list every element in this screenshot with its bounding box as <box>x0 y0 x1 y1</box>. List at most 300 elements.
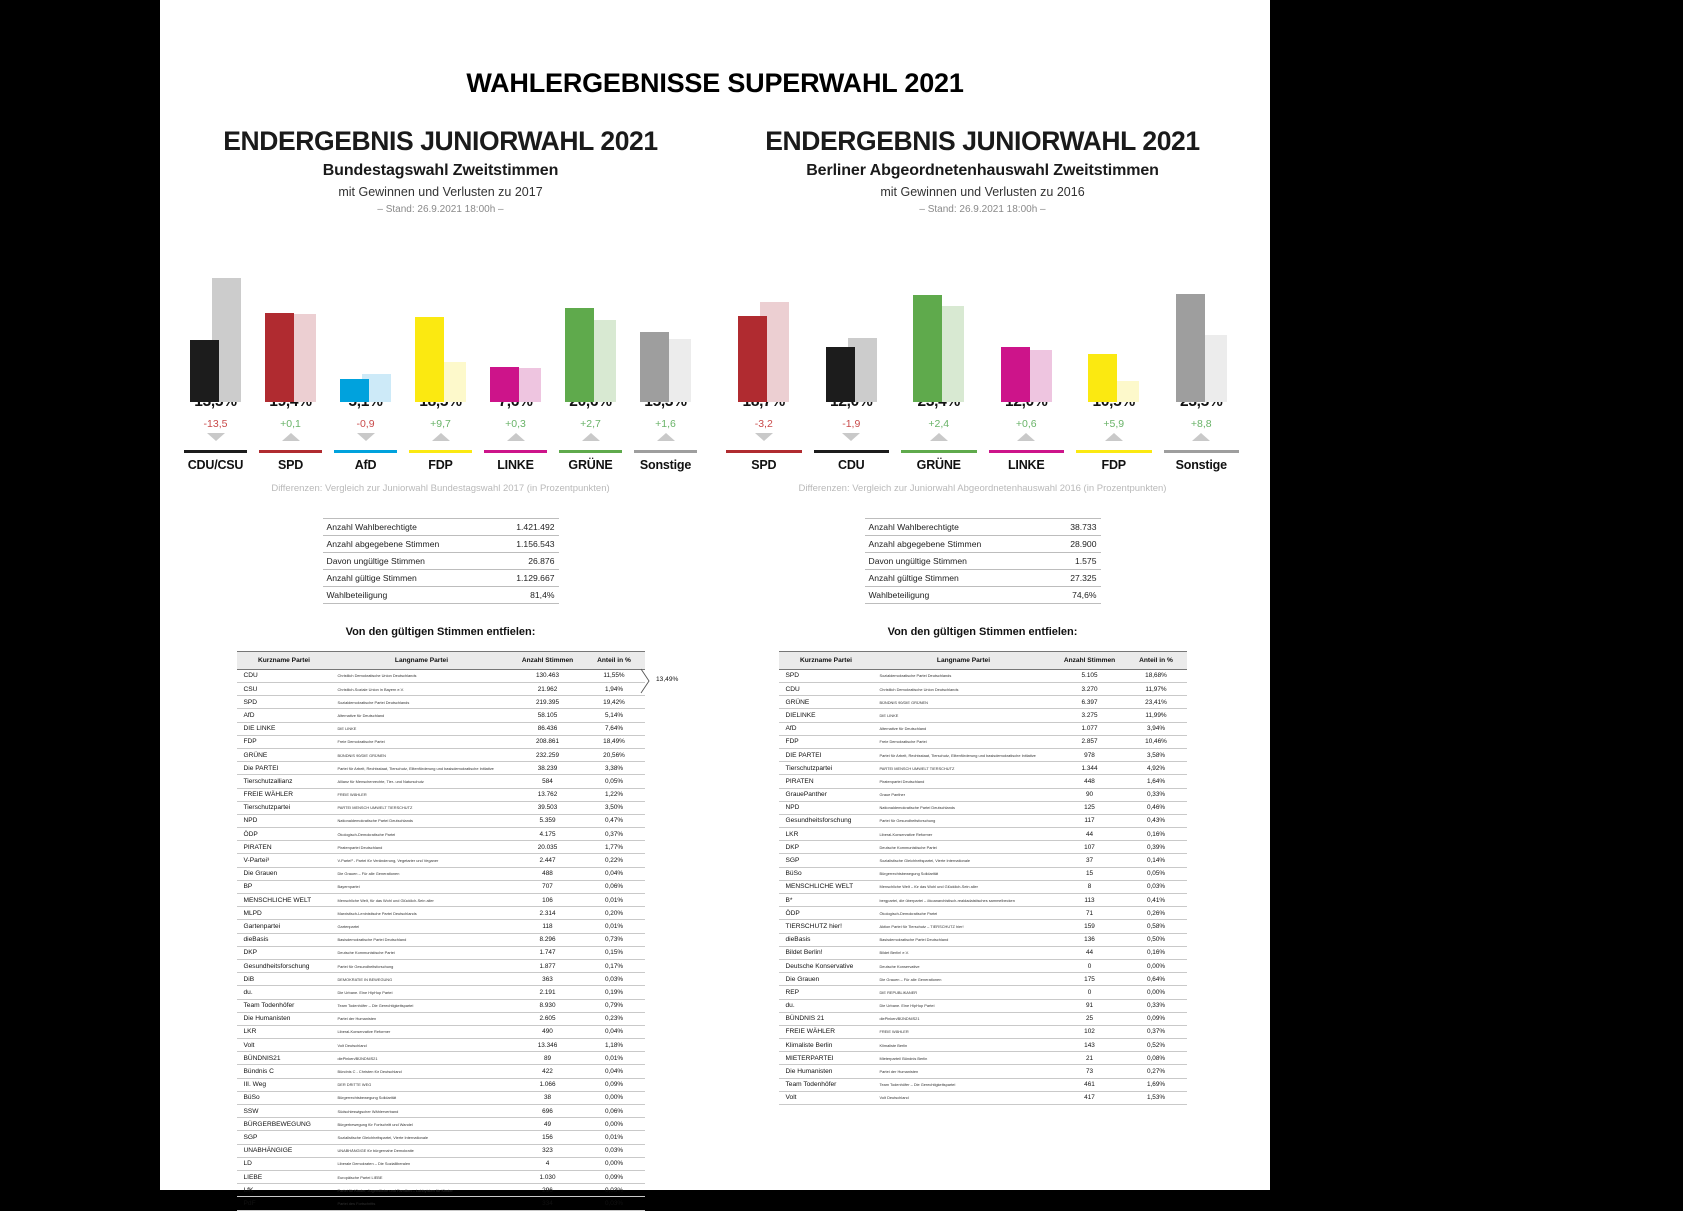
party-long-name: Partei für Arbeit, Rechtsstaat, Tierschutz, Elitenförderung und basisdemokratische Initiative <box>332 762 512 775</box>
party-vote-count: 90 <box>1054 788 1126 801</box>
party-vote-share: 0,04% <box>584 1065 645 1078</box>
party-vote-count: 2.314 <box>512 907 584 920</box>
party-vote-count: 488 <box>512 867 584 880</box>
party-long-name: Basisdemokratische Partei Deutschland <box>332 933 512 946</box>
party-vote-share: 0,01% <box>584 920 645 933</box>
bar-current-year <box>913 295 942 402</box>
party-short-name: Die PARTEI <box>237 762 332 775</box>
party-vote-count: 113 <box>1054 894 1126 907</box>
party-vote-share: 0,09% <box>1126 1012 1187 1025</box>
bar-group <box>253 227 328 402</box>
bar-difference-label: -0,9 <box>356 417 375 430</box>
party-long-name: Bündnis C - Christen für Deutschland <box>332 1065 512 1078</box>
party-long-name: Nationaldemokratische Partei Deutschlands <box>874 801 1054 814</box>
table-row <box>779 986 1187 999</box>
party-long-name: Alternative für Deutschland <box>874 722 1054 735</box>
bar-label-group <box>808 393 896 472</box>
party-short-name: Tierschutzpartei <box>237 801 332 814</box>
party-vote-share: 0,03% <box>584 1197 645 1210</box>
bar-group <box>403 227 478 402</box>
party-short-name: Tierschutzallianz <box>237 775 332 788</box>
summary-table <box>865 518 1101 604</box>
party-short-name: SGP <box>237 1131 332 1144</box>
party-long-name: Partei der Humanisten <box>332 1012 512 1025</box>
party-name-label: LINKE <box>497 457 534 472</box>
table-row <box>237 1170 645 1183</box>
party-vote-count: 8 <box>1054 880 1126 893</box>
party-vote-count: 5.359 <box>512 814 584 827</box>
table-row <box>779 907 1187 920</box>
party-short-name: Die Grauen <box>779 973 874 986</box>
party-vote-share: 11,55% <box>584 669 645 682</box>
party-vote-share: 0,00% <box>584 1091 645 1104</box>
party-vote-share: 0,17% <box>584 959 645 972</box>
party-vote-share: 1,64% <box>1126 775 1187 788</box>
party-vote-count: 978 <box>1054 748 1126 761</box>
party-vote-count: 107 <box>1054 841 1126 854</box>
party-short-name: Deutsche Konservative <box>779 959 874 972</box>
table-row <box>779 735 1187 748</box>
table-row <box>237 1025 645 1038</box>
party-long-name: Liberale Demokraten – Die Sozialliberalen <box>332 1157 512 1170</box>
party-color-underline <box>334 450 397 453</box>
summary-row <box>865 552 1101 569</box>
party-long-name: Marxistisch-Leninistische Partei Deutschlands <box>332 907 512 920</box>
cdu-csu-sum-annotation <box>640 668 700 694</box>
bar-label-group <box>478 393 553 472</box>
party-long-name: Freie Demokratische Partei <box>332 735 512 748</box>
bar-group <box>1070 227 1158 402</box>
table-row <box>237 973 645 986</box>
party-vote-share: 1,94% <box>584 683 645 696</box>
party-vote-count: 44 <box>1054 828 1126 841</box>
party-long-name: Menschliche Welt – für das Wohl und Glücklich-Sein aller <box>874 880 1054 893</box>
party-short-name: GRÜNE <box>237 748 332 761</box>
party-vote-share: 0,37% <box>1126 1025 1187 1038</box>
bar-series-container <box>178 302 703 402</box>
party-long-name: Allianz für Menschenrechte, Tier- und Naturschutz <box>332 775 512 788</box>
party-vote-count: 136 <box>1054 933 1126 946</box>
bar-current-year <box>340 379 369 402</box>
party-short-name: Volt <box>237 1039 332 1052</box>
party-short-name: Bündnis C <box>237 1065 332 1078</box>
party-vote-count: 584 <box>512 775 584 788</box>
party-long-name: Partei für Arbeit, Rechtsstaat, Tierschutz, Elitenförderung und basisdemokratische Initiative <box>874 748 1054 761</box>
party-long-name: Gartenpartei <box>332 920 512 933</box>
party-short-name: GrauePanther <box>779 788 874 801</box>
votes-heading: Von den gültigen Stimmen entfielen: <box>345 625 536 638</box>
party-vote-share: 0,03% <box>584 973 645 986</box>
summary-label: Anzahl Wahlberechtigte <box>323 518 471 535</box>
party-short-name: Tierschutzpartei <box>779 762 874 775</box>
arrow-up-icon <box>1017 433 1035 441</box>
table-row <box>237 841 645 854</box>
party-short-name: ÖDP <box>237 828 332 841</box>
table-row <box>779 894 1187 907</box>
party-color-underline <box>814 450 890 453</box>
party-vote-count: 2.605 <box>512 1012 584 1025</box>
table-row <box>779 867 1187 880</box>
party-short-name: REP <box>779 986 874 999</box>
bar-current-year <box>738 316 767 401</box>
table-row <box>237 788 645 801</box>
party-vote-count: 39.503 <box>512 801 584 814</box>
bar-group <box>1158 227 1246 402</box>
table-row <box>237 1144 645 1157</box>
party-vote-count: 13.346 <box>512 1039 584 1052</box>
party-short-name: AfD <box>237 709 332 722</box>
summary-label: Wahlbeteiligung <box>323 586 471 603</box>
bar-group <box>328 227 403 402</box>
table-row <box>237 986 645 999</box>
party-long-name: Piratenpartei Deutschland <box>332 841 512 854</box>
party-long-name: Liberal-Konservative Reformer <box>874 828 1054 841</box>
party-color-underline <box>901 450 977 453</box>
column-header: Langname Partei <box>332 651 512 669</box>
party-short-name: PdF <box>237 1197 332 1210</box>
table-row <box>237 1091 645 1104</box>
party-vote-count: 49 <box>512 1118 584 1131</box>
party-vote-share: 0,73% <box>584 933 645 946</box>
party-long-name: Partei des Fortschritts <box>332 1197 512 1210</box>
table-row <box>779 801 1187 814</box>
bar-difference-label: +1,6 <box>655 417 676 430</box>
table-row <box>779 775 1187 788</box>
party-short-name: SPD <box>779 669 874 682</box>
party-vote-share: 0,09% <box>584 1078 645 1091</box>
party-short-name: TIERSCHUTZ hier! <box>779 920 874 933</box>
summary-label: Anzahl abgegebene Stimmen <box>323 535 471 552</box>
table-row <box>779 683 1187 696</box>
party-long-name: Ökologisch-Demokratische Partei <box>332 828 512 841</box>
arrow-up-icon <box>582 433 600 441</box>
bar-current-year <box>265 313 294 402</box>
party-color-underline <box>259 450 322 453</box>
table-row <box>779 1078 1187 1091</box>
party-vote-count: 0 <box>1054 959 1126 972</box>
bar-group <box>808 227 896 402</box>
bar-current-year <box>190 340 219 402</box>
party-short-name: MENSCHLICHE WELT <box>779 880 874 893</box>
party-vote-count: 1.066 <box>512 1078 584 1091</box>
bar-difference-label: +2,4 <box>928 417 950 430</box>
arrow-up-icon <box>1192 433 1210 441</box>
party-vote-count: 6.397 <box>1054 696 1126 709</box>
party-vote-share: 0,16% <box>1126 946 1187 959</box>
party-short-name: SGP <box>779 854 874 867</box>
bar-label-group <box>1158 393 1246 472</box>
party-vote-count: 448 <box>1054 775 1126 788</box>
party-long-name: Sozialistische Gleichheitspartei, Vierte Internationale <box>332 1131 512 1144</box>
party-long-name: Freie Demokratische Partei <box>874 735 1054 748</box>
table-row <box>237 946 645 959</box>
summary-value: 81,4% <box>471 586 559 603</box>
column-header: Anzahl Stimmen <box>1054 651 1126 669</box>
summary-value: 26.876 <box>471 552 559 569</box>
party-vote-share: 1,22% <box>584 788 645 801</box>
party-vote-share: 0,15% <box>584 946 645 959</box>
party-short-name: FREIE WÄHLER <box>237 788 332 801</box>
table-row <box>237 1118 645 1131</box>
bar-difference-label: +0,3 <box>505 417 526 430</box>
party-vote-share: 0,64% <box>1126 973 1187 986</box>
party-long-name: Nationaldemokratische Partei Deutschlands <box>332 814 512 827</box>
party-long-name: Partei der Humanisten <box>874 1065 1054 1078</box>
party-color-underline <box>1076 450 1152 453</box>
bar-group <box>178 227 253 402</box>
party-short-name: BP <box>237 880 332 893</box>
party-short-name: DiB <box>237 973 332 986</box>
table-row <box>779 1012 1187 1025</box>
party-long-name: Volt Deutschland <box>874 1091 1054 1104</box>
party-vote-share: 0,50% <box>1126 933 1187 946</box>
bar-current-year <box>1176 294 1205 401</box>
party-name-label: LINKE <box>1007 457 1045 472</box>
party-short-name: BÜNDNIS21 <box>237 1052 332 1065</box>
votes-heading: Von den gültigen Stimmen entfielen: <box>887 625 1078 638</box>
table-row <box>237 814 645 827</box>
party-vote-count: 21.962 <box>512 683 584 696</box>
table-row <box>779 709 1187 722</box>
party-long-name: FREIE WÄHLER <box>874 1025 1054 1038</box>
party-vote-share: 19,42% <box>584 696 645 709</box>
party-color-underline <box>989 450 1065 453</box>
party-vote-share: 0,00% <box>1126 986 1187 999</box>
bar-current-year <box>565 308 594 402</box>
bar-current-year <box>1001 347 1030 402</box>
party-short-name: DIE PARTEI <box>779 748 874 761</box>
table-row <box>779 920 1187 933</box>
table-row <box>779 973 1187 986</box>
party-vote-count: 106 <box>512 894 584 907</box>
arrow-down-icon <box>755 433 773 441</box>
party-short-name: ÖDP <box>779 907 874 920</box>
party-vote-count: 232.259 <box>512 748 584 761</box>
party-color-underline <box>726 450 802 453</box>
party-short-name: Team Todenhöfer <box>779 1078 874 1091</box>
party-vote-share: 0,04% <box>584 1025 645 1038</box>
party-vote-count: 323 <box>512 1144 584 1157</box>
table-row <box>779 669 1187 682</box>
party-vote-share: 0,03% <box>1126 880 1187 893</box>
party-long-name: Die Urbane. Eine HipHop Partei <box>332 986 512 999</box>
arrow-down-icon <box>357 433 375 441</box>
party-short-name: UNABHÄNGIGE <box>237 1144 332 1157</box>
party-short-name: B* <box>779 894 874 907</box>
party-name-label: Sonstige <box>1175 457 1227 472</box>
party-results-table <box>779 651 1187 1105</box>
party-vote-share: 0,03% <box>584 1144 645 1157</box>
summary-row <box>323 552 559 569</box>
party-vote-count: 13.762 <box>512 788 584 801</box>
bar-series-container <box>720 302 1245 402</box>
party-short-name: FDP <box>779 735 874 748</box>
party-short-name: BÜNDNIS 21 <box>779 1012 874 1025</box>
column-header: Anzahl Stimmen <box>512 651 584 669</box>
party-vote-count: 118 <box>512 920 584 933</box>
party-name-label: SPD <box>751 457 777 472</box>
bar-current-year <box>415 317 444 402</box>
party-vote-share: 0,33% <box>1126 999 1187 1012</box>
bar-difference-label: +0,1 <box>280 417 301 430</box>
bar-group <box>983 227 1071 402</box>
table-row <box>237 854 645 867</box>
table-row <box>237 709 645 722</box>
table-row <box>779 748 1187 761</box>
table-row <box>779 788 1187 801</box>
bar-labels-container <box>720 393 1245 472</box>
party-long-name: V-Partei³ - Partei für Veränderung, Vegetarier und Veganer <box>332 854 512 867</box>
column-header: Kurzname Partei <box>237 651 332 669</box>
bar-label-group <box>553 393 628 472</box>
party-vote-share: 18,49% <box>584 735 645 748</box>
table-row <box>779 841 1187 854</box>
party-vote-count: 130.463 <box>512 669 584 682</box>
party-long-name: Bürgerrechtsbewegung Solidarität <box>332 1091 512 1104</box>
party-vote-count: 21 <box>1054 1052 1126 1065</box>
table-row <box>237 1065 645 1078</box>
party-short-name: DIELINKE <box>779 709 874 722</box>
party-vote-count: 2.447 <box>512 854 584 867</box>
party-vote-share: 0,27% <box>1126 1065 1187 1078</box>
bar-difference-label: -3,2 <box>754 417 773 430</box>
party-vote-count: 20.035 <box>512 841 584 854</box>
party-vote-share: 0,14% <box>1126 854 1187 867</box>
party-long-name: Basisdemokratische Partei Deutschland <box>874 933 1054 946</box>
party-short-name: SPD <box>237 696 332 709</box>
party-vote-share: 1,69% <box>1126 1078 1187 1091</box>
party-vote-count: 1.747 <box>512 946 584 959</box>
party-long-name: Team Todenhöfer – Die Gerechtigkeitspartei <box>332 999 512 1012</box>
party-vote-count: 3.270 <box>1054 683 1126 696</box>
party-vote-count: 156 <box>512 1131 584 1144</box>
table-row <box>779 1052 1187 1065</box>
party-vote-share: 0,19% <box>584 986 645 999</box>
table-row <box>237 1184 645 1197</box>
table-row <box>779 1025 1187 1038</box>
table-row <box>237 1105 645 1118</box>
party-name-label: SPD <box>277 457 304 472</box>
bar-chart <box>720 227 1245 472</box>
party-short-name: DKP <box>237 946 332 959</box>
bar-difference-label: -13,5 <box>203 417 228 430</box>
summary-label: Wahlbeteiligung <box>865 586 1013 603</box>
bar-difference-label: +5,9 <box>1103 417 1125 430</box>
party-long-name: Südschleswigscher Wählerverband <box>332 1105 512 1118</box>
bar-label-group <box>328 393 403 472</box>
party-results-table <box>237 651 645 1211</box>
summary-row <box>865 518 1101 535</box>
party-vote-share: 0,23% <box>584 1012 645 1025</box>
party-color-underline <box>559 450 622 453</box>
summary-label: Davon ungültige Stimmen <box>323 552 471 569</box>
party-long-name: Deutsche Konservative <box>874 959 1054 972</box>
party-vote-count: 0 <box>1054 986 1126 999</box>
party-vote-count: 219.395 <box>512 696 584 709</box>
party-vote-count: 15 <box>1054 867 1126 880</box>
party-long-name: DER DRITTE WEG <box>332 1078 512 1091</box>
table-row <box>779 959 1187 972</box>
party-long-name: Christlich-Soziale Union in Bayern e.V. <box>332 683 512 696</box>
party-vote-count: 37 <box>1054 854 1126 867</box>
party-long-name: Die Grauen – Für alle Generationen <box>332 867 512 880</box>
party-vote-share: 0,47% <box>584 814 645 827</box>
bar-labels-container <box>178 393 703 472</box>
panel-comparison: mit Gewinnen und Verlusten zu 2017 <box>338 184 543 199</box>
summary-value: 28.900 <box>1013 535 1101 552</box>
party-long-name: Ökologisch-Demokratische Partei <box>874 907 1054 920</box>
party-vote-share: 3,94% <box>1126 722 1187 735</box>
party-vote-share: 0,00% <box>1126 959 1187 972</box>
party-long-name: Christlich Demokratische Union Deutschlands <box>874 683 1054 696</box>
summary-value: 1.575 <box>1013 552 1101 569</box>
table-row <box>237 696 645 709</box>
chart-footnote: Differenzen: Vergleich zur Juniorwahl Bundestagswahl 2017 (in Prozentpunkten) <box>271 482 610 494</box>
party-vote-share: 0,01% <box>584 1052 645 1065</box>
table-row <box>237 669 645 682</box>
party-short-name: LKR <box>779 828 874 841</box>
party-short-name: du. <box>237 986 332 999</box>
party-name-label: GRÜNE <box>568 457 613 472</box>
party-long-name: Alternative für Deutschland <box>332 709 512 722</box>
party-vote-share: 1,18% <box>584 1039 645 1052</box>
table-row <box>237 1078 645 1091</box>
party-short-name: FREIE WÄHLER <box>779 1025 874 1038</box>
party-long-name: Klimaliste Berlin <box>874 1039 1054 1052</box>
party-long-name: PARTEI MENSCH UMWELT TIERSCHUTZ <box>332 801 512 814</box>
party-short-name: DIE LINKE <box>237 722 332 735</box>
summary-value: 1.421.492 <box>471 518 559 535</box>
party-short-name: LIEBE <box>237 1170 332 1183</box>
bar-label-group <box>178 393 253 472</box>
party-short-name: Die Humanisten <box>779 1065 874 1078</box>
party-long-name: FREIE WÄHLER <box>332 788 512 801</box>
party-vote-share: 5,14% <box>584 709 645 722</box>
party-name-label: AfD <box>354 457 377 472</box>
party-vote-count: 296 <box>512 1184 584 1197</box>
party-name-label: FDP <box>428 457 453 472</box>
bar-current-year <box>1088 354 1117 402</box>
party-long-name: DIE REPUBLIKANER <box>874 986 1054 999</box>
party-vote-count: 38 <box>512 1091 584 1104</box>
arrow-up-icon <box>657 433 675 441</box>
party-vote-share: 0,01% <box>584 894 645 907</box>
party-vote-count: 8.296 <box>512 933 584 946</box>
table-row <box>237 683 645 696</box>
chart-footnote: Differenzen: Vergleich zur Juniorwahl Abgeordnetenhauswahl 2016 (in Prozentpunkten) <box>798 482 1167 494</box>
bar-difference-label: +9,7 <box>430 417 451 430</box>
party-long-name: Piratenpartei Deutschland <box>874 775 1054 788</box>
column-header: Kurzname Partei <box>779 651 874 669</box>
table-row <box>237 748 645 761</box>
party-long-name: Die Grauen – Für alle Generationen <box>874 973 1054 986</box>
table-row <box>237 762 645 775</box>
party-short-name: CDU <box>779 683 874 696</box>
party-long-name: Mieterpartei/ Bündnis Berlin <box>874 1052 1054 1065</box>
party-vote-count: 1.877 <box>512 959 584 972</box>
table-row <box>237 894 645 907</box>
party-vote-count: 422 <box>512 1065 584 1078</box>
party-short-name: CDU <box>237 669 332 682</box>
party-vote-share: 10,46% <box>1126 735 1187 748</box>
party-name-label: CDU/CSU <box>187 457 244 472</box>
party-long-name: Christlich Demokratische Union Deutschlands <box>332 669 512 682</box>
party-short-name: dieBasis <box>779 933 874 946</box>
party-short-name: Gesundheitsforschung <box>779 814 874 827</box>
party-vote-share: 0,05% <box>584 775 645 788</box>
party-vote-count: 143 <box>1054 1039 1126 1052</box>
party-vote-share: 0,39% <box>1126 841 1187 854</box>
